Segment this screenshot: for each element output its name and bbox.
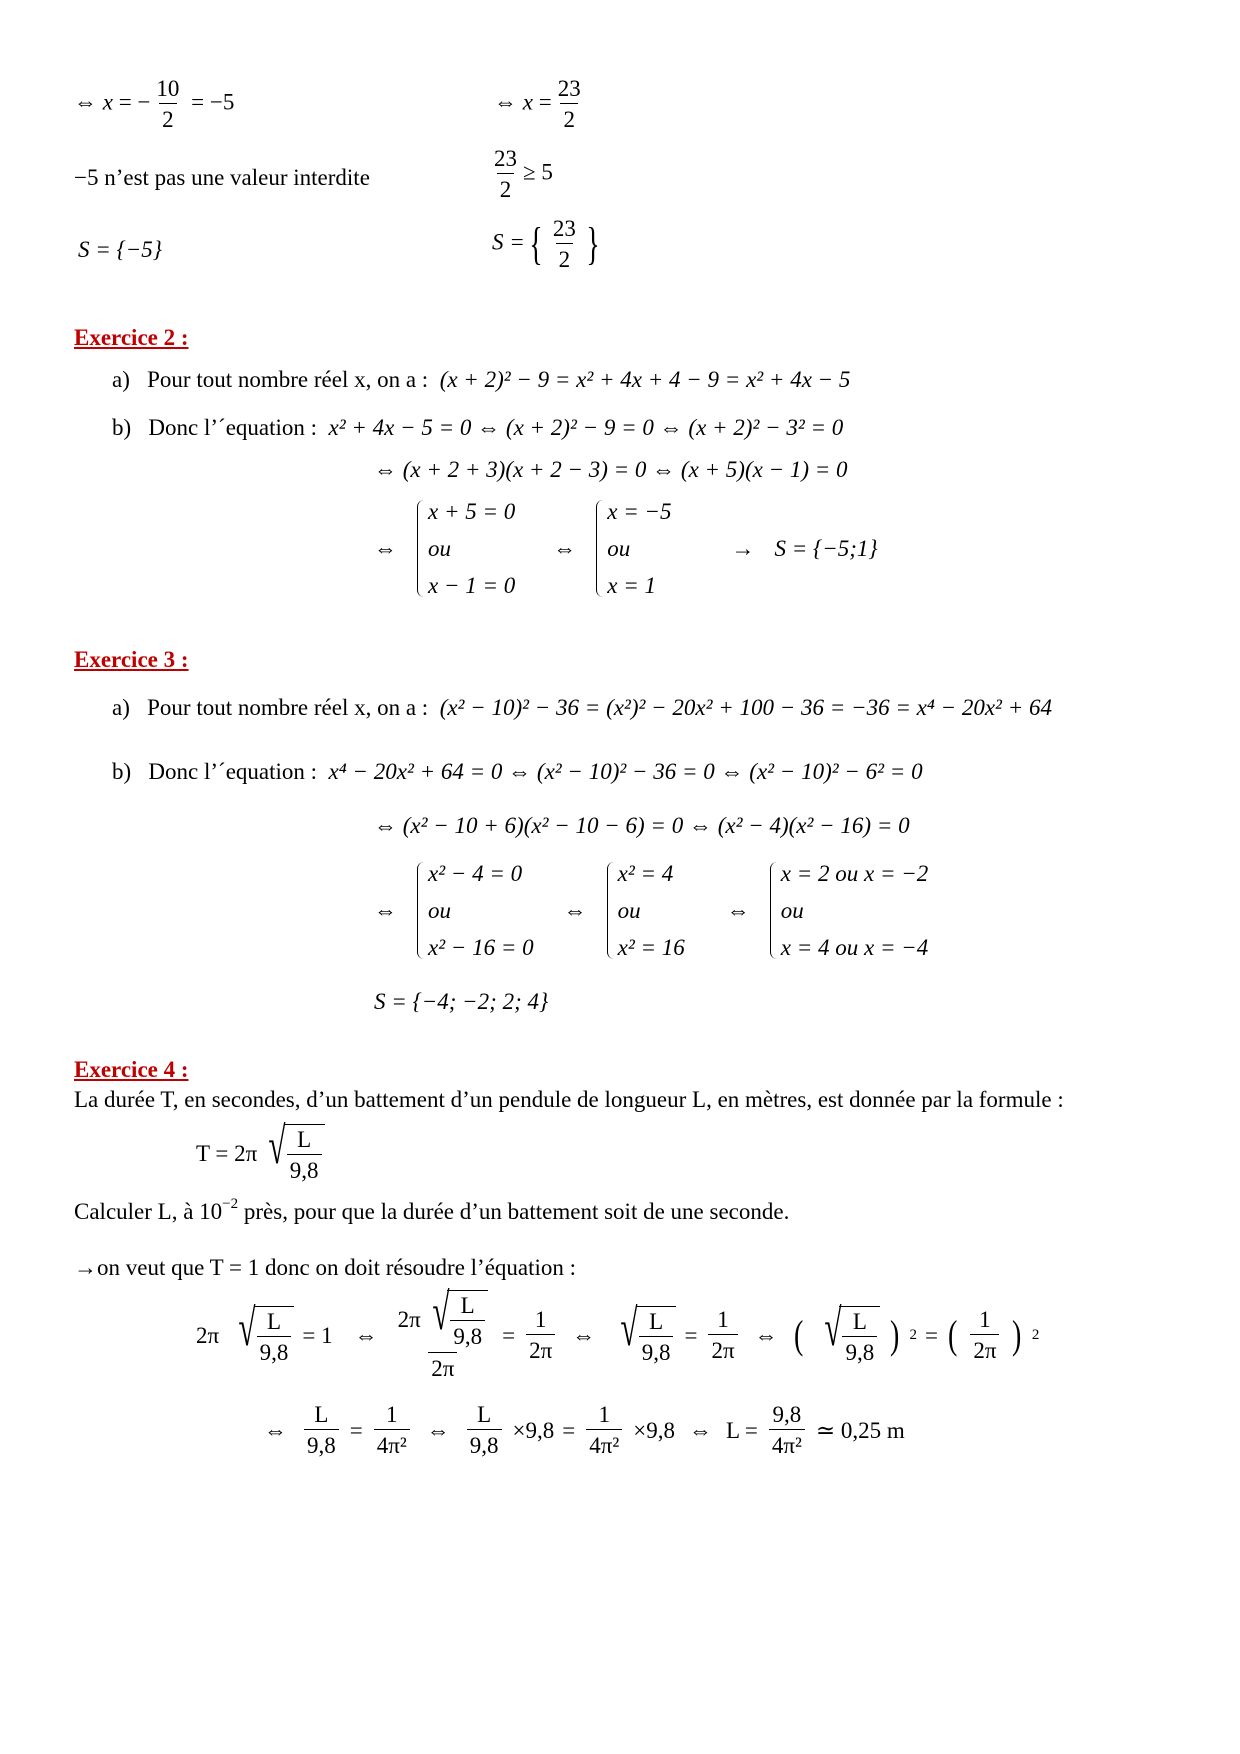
fraction: $\frac{1}{2\pi}$ xyxy=(708,1307,737,1364)
exercise-2-solution: S = {−5;1} xyxy=(774,536,878,561)
system-3: x = 2 ou x = −2 ou x = 4 ou x = −4 xyxy=(770,862,928,959)
fraction: $\frac{1}{\text{4π²}}$ xyxy=(374,1402,410,1459)
fraction: $\frac{10}{2}$ xyxy=(156,76,180,133)
exercise-3-solution: S = {−4; −2; 2; 4} xyxy=(374,989,549,1014)
equiv-symbol: ⇔ xyxy=(572,1322,596,1348)
exercise-2-title: Exercice 2 : xyxy=(74,325,189,350)
exercise-2-part-a: a) Pour tout nombre réel x, on a : (x + 2)² − 9 = x² + 4x + 4 − 9 = x² + 4x − 5 xyxy=(112,367,851,392)
equiv-symbol: ⇔ xyxy=(726,898,750,923)
exercise-2-systems xyxy=(374,500,878,597)
fraction: 2π √ $\frac{L}{9,8}$ 2π xyxy=(395,1290,491,1381)
exercise-3-systems xyxy=(374,862,928,959)
equiv-symbol: ⇔ xyxy=(688,1417,712,1443)
exercise-2-part-b: b) Donc l’´equation : x² + 4x − 5 = 0 ⇔ (x + 2)² − 9 = 0 ⇔ (x + 2)² − 3² = 0 xyxy=(112,415,844,440)
fraction: $\frac{23}{2}$ xyxy=(557,76,581,133)
exercise-3-title: Exercice 3 : xyxy=(74,647,189,672)
equiv-symbol: ⇔ xyxy=(754,1322,778,1348)
fraction: $\frac{9,8}{\text{4π²}}$ xyxy=(769,1402,805,1459)
exercise-3-line-2: ⇔ (x² − 10 + 6)(x² − 10 − 6) = 0 ⇔ (x² − 4)(x² − 16) = 0 xyxy=(374,813,910,838)
system-2: x = −5 ou x = 1 xyxy=(596,500,671,597)
fraction: $\frac{1}{2\pi}$ xyxy=(526,1307,555,1364)
resolution-line-1: 2π √ $\frac{L}{9,8}$ = 1 ⇔ 2π √ $\frac{L}{9,8}$ 2π = $\frac{1}{2\pi}$ ⇔ √ $\frac{L}{9,8}$ = $\frac{1}{2\pi}$ ⇔ ( √ $\frac{L}{9,8}$ ) 2 = ( $\frac{1}{2\pi}$ ) 2 xyxy=(196,1284,1040,1381)
resolution-line-2: ⇔ $\frac{L}{9,8}$ = $\frac{1}{\text{4π²}}$ ⇔ $\frac{L}{9,8}$ ×9,8 = $\frac{1}{\text{4π²}}$ ×9,8 ⇔ L = $\frac{9,8}{\text{4π²}}$ ≃ 0,25 m xyxy=(264,1402,905,1459)
equiv-symbol: ⇔ xyxy=(74,89,103,115)
fraction: $\frac{1}{\text{4π²}}$ xyxy=(586,1402,622,1459)
system-1: x + 5 = 0 ou x − 1 = 0 xyxy=(417,500,515,597)
fraction: $\frac{L}{9,8}$ xyxy=(467,1402,502,1459)
fraction: $\frac{1}{2\pi}$ xyxy=(970,1307,999,1364)
equiv-symbol: ⇔ xyxy=(563,898,587,923)
top-right-note: $\frac{23}{2}$ ≥ 5 xyxy=(488,146,553,203)
top-right-eq1: ⇔ x = $\frac{23}{2}$ xyxy=(494,76,587,133)
equiv-symbol: ⇔ xyxy=(426,1417,450,1443)
top-left-eq1: ⇔ x = − $\frac{10}{2}$ = −5 xyxy=(74,76,235,133)
system-1: x² − 4 = 0 ou x² − 16 = 0 xyxy=(417,862,534,959)
equiv-symbol: ⇔ xyxy=(354,1322,378,1348)
pendulum-formula: T = 2π √ $\frac{L}{9,8}$ xyxy=(196,1124,325,1184)
top-left-note: −5 n’est pas une valeur interdite xyxy=(74,165,370,190)
exercise-2-line-2: ⇔ (x + 2 + 3)(x + 2 − 3) = 0 ⇔ (x + 5)(x − 1) = 0 xyxy=(374,457,848,482)
exercise-4-step-intro: →on veut que T = 1 donc on doit résoudre l’équation : xyxy=(74,1255,577,1280)
fraction: $\frac{23}{2}$ xyxy=(494,146,517,203)
top-left-solution: S = {−5} xyxy=(78,237,162,262)
exercise-4-intro: La durée T, en secondes, d’un battement d’un pendule de longueur L, en mètres, est donnée par la formule : xyxy=(74,1087,1064,1112)
equiv-symbol: ⇔ xyxy=(374,898,397,923)
exercise-3-part-a: a) Pour tout nombre réel x, on a : (x² − 10)² − 36 = (x²)² − 20x² + 100 − 36 = −36 = x⁴ − 20x² + 64 xyxy=(112,695,1052,720)
fraction: $\frac{L}{9,8}$ xyxy=(304,1402,339,1459)
fraction: $\frac{23}{2}$ xyxy=(552,216,576,273)
top-right-solution: S ={ $\frac{23}{2}$ } xyxy=(492,216,600,273)
equiv-symbol: ⇔ xyxy=(494,89,523,115)
equiv-symbol: ⇔ xyxy=(374,536,397,561)
arrow-icon: → xyxy=(731,536,755,561)
exercise-4-question: Calculer L, à $10^{-2}$ près, pour que la durée d’un battement soit de une seconde. xyxy=(74,1196,790,1224)
equiv-symbol: ⇔ xyxy=(264,1417,287,1443)
exercise-4-title: Exercice 4 : xyxy=(74,1057,189,1082)
system-2: x² = 4 ou x² = 16 xyxy=(607,862,685,959)
exercise-3-part-b: b) Donc l’´equation : x⁴ − 20x² + 64 = 0 ⇔ (x² − 10)² − 36 = 0 ⇔ (x² − 10)² − 6² = 0 xyxy=(112,759,923,784)
equiv-symbol: ⇔ xyxy=(553,536,577,561)
